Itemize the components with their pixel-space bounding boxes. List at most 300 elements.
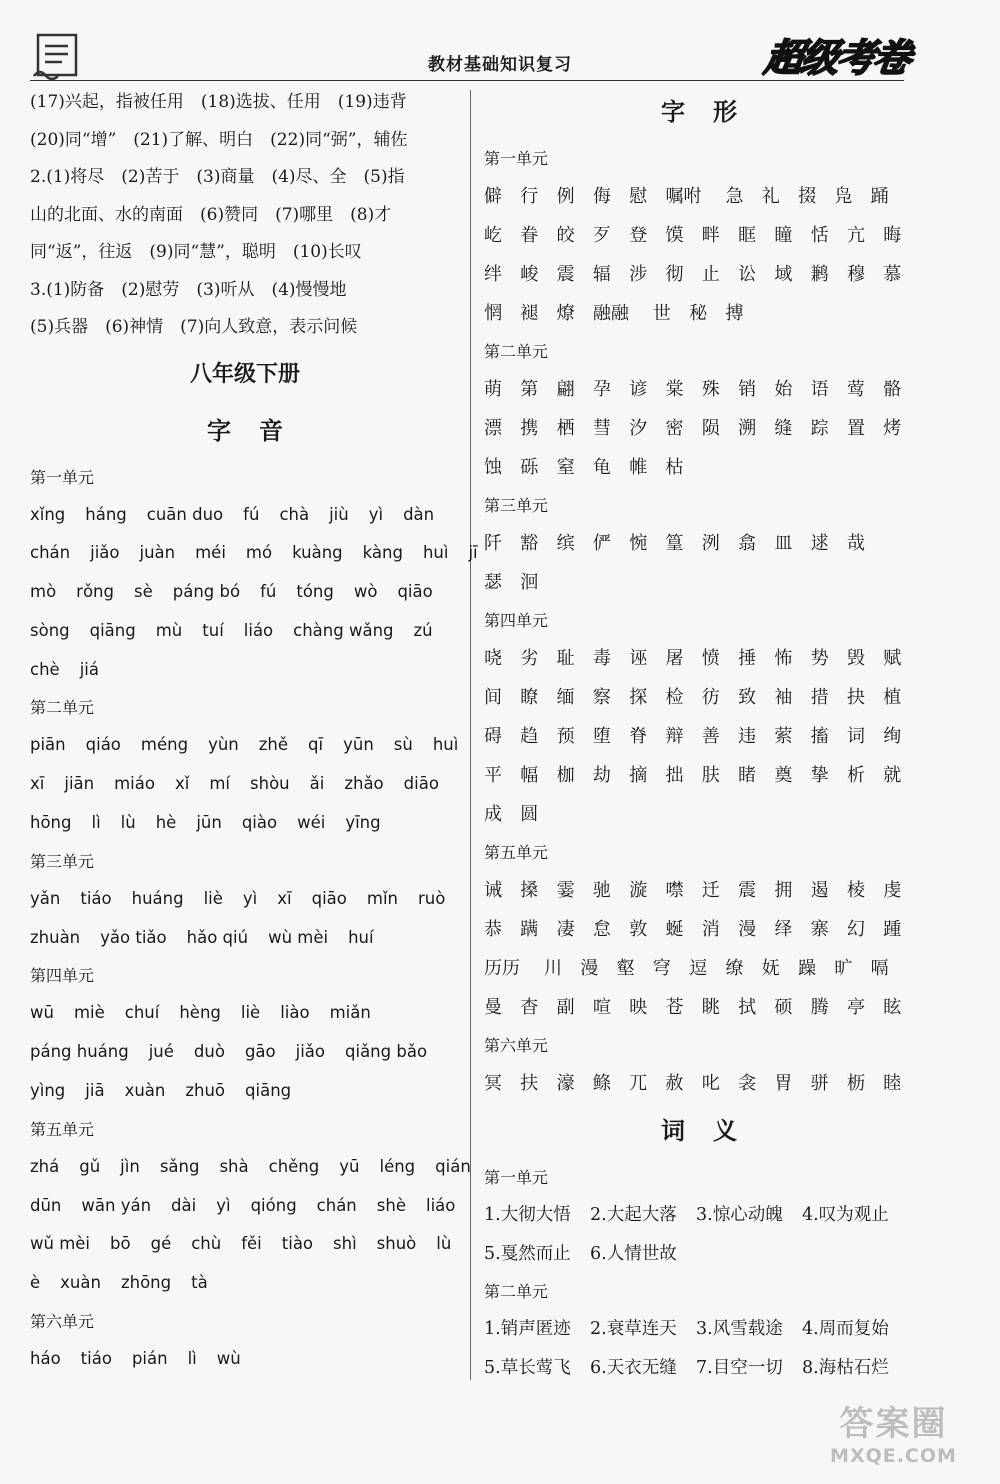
pinyin-item: miè [73, 1003, 105, 1023]
character-item: 喧 [592, 997, 611, 1018]
pinyin-row [30, 612, 460, 651]
character-item: 哉 [846, 533, 865, 554]
brand-logo: 超级考卷 [761, 36, 913, 80]
character-row [484, 988, 914, 1027]
pinyin-item: xuàn [124, 1081, 166, 1101]
character-item: 棠 [665, 379, 684, 400]
character-item: 赋 [883, 648, 902, 669]
pinyin-item: yì [368, 504, 384, 524]
unit-heading: 第四单元 [30, 966, 95, 986]
answer-line: (17)兴起，指被任用 (18)选拔、任用 (19)违背 [30, 92, 407, 112]
character-item: 迁 [701, 880, 720, 901]
pinyin-item: chàng wǎng [293, 620, 394, 640]
unit-heading: 第二单元 [484, 342, 549, 361]
character-item: 堕 [592, 726, 611, 747]
character-row [484, 678, 914, 717]
character-item: 急 [725, 186, 744, 207]
pinyin-item: sòng [30, 620, 70, 640]
pinyin-item: shè [376, 1195, 406, 1215]
character-item: 驰 [592, 880, 611, 901]
character-item: 睹 [738, 765, 757, 786]
pinyin-item: sǎng [159, 1156, 200, 1176]
character-item: 察 [592, 687, 611, 708]
pinyin-item: wān yán [81, 1195, 152, 1215]
pinyin-item: shuò [376, 1234, 417, 1254]
pinyin-item: shì [333, 1234, 357, 1254]
pinyin-item: kuàng [292, 543, 343, 563]
character-item: 势 [810, 648, 829, 669]
character-item: 遏 [810, 880, 829, 901]
character-item: 拙 [665, 765, 684, 786]
character-item: 检 [665, 687, 684, 708]
watermark-line-2: MXQE.COM [830, 1445, 957, 1467]
character-item: 历历 [484, 958, 520, 979]
pinyin-row [30, 919, 460, 958]
character-item: 漫 [738, 919, 757, 940]
character-item: 惋 [629, 533, 648, 554]
character-item: 劣 [520, 648, 539, 669]
character-item: 砾 [520, 457, 539, 478]
character-item: 枯 [665, 457, 684, 478]
pinyin-item: tuí [202, 620, 224, 640]
character-item: 绚 [883, 726, 902, 747]
character-item: 踵 [883, 919, 902, 940]
character-item: 川 [544, 958, 562, 979]
idiom-item: 4.周而复始 [802, 1319, 889, 1339]
answer-line: (20)同“增” (21)了解、明白 (22)同“弼”，辅佐 [30, 129, 408, 150]
character-item: 副 [556, 997, 575, 1018]
character-item: 洄 [520, 572, 539, 593]
character-item: 晦 [883, 225, 902, 246]
character-item: 汐 [629, 418, 648, 439]
character-item: 耻 [556, 648, 575, 669]
character-item: 析 [846, 765, 865, 786]
unit-heading: 第三单元 [484, 496, 549, 515]
character-item: 慰 [629, 186, 648, 207]
pinyin-item: huì [432, 735, 459, 755]
pinyin-item: yūn [343, 735, 374, 755]
pinyin-item: chěng [268, 1156, 320, 1176]
pinyin-item: yū [339, 1156, 360, 1176]
character-item: 脊 [629, 726, 648, 747]
unit-heading: 第一单元 [484, 1168, 549, 1187]
character-item: 搏 [725, 303, 744, 324]
character-item: 拭 [738, 997, 757, 1018]
pinyin-row [30, 1225, 460, 1264]
character-item: 馍 [665, 225, 684, 246]
pinyin-item: zhá [30, 1156, 60, 1176]
pinyin-item: shà [219, 1156, 249, 1176]
character-item: 漂 [484, 418, 502, 439]
pinyin-item: chù [191, 1234, 222, 1254]
character-item: 赦 [665, 1073, 684, 1094]
idiom-item: 2.衰草连天 [590, 1319, 677, 1339]
character-item: 第 [520, 379, 539, 400]
pinyin-item: tiáo [80, 888, 112, 908]
character-item: 濠 [556, 1073, 575, 1094]
character-item: 皿 [774, 533, 793, 554]
character-row [484, 409, 914, 448]
pinyin-item: è [30, 1273, 41, 1293]
character-item: 劫 [592, 765, 611, 786]
pinyin-item: wéi [297, 813, 326, 833]
character-item: 陨 [701, 418, 720, 439]
character-item: 虔 [883, 880, 902, 901]
character-item: 眩 [883, 997, 902, 1018]
character-item: 蚀 [484, 457, 502, 478]
character-item: 搐 [810, 726, 829, 747]
pinyin-item: huì [422, 543, 449, 563]
character-row [484, 177, 914, 216]
character-item: 秘 [689, 303, 708, 324]
character-item: 歹 [592, 225, 611, 246]
character-item: 胃 [774, 1073, 793, 1094]
character-item: 挚 [810, 765, 829, 786]
pinyin-item: piān [30, 735, 66, 755]
idiom-item: 6.人情世故 [590, 1243, 677, 1264]
character-item: 畔 [701, 225, 720, 246]
pinyin-item: léng [379, 1156, 416, 1176]
pinyin-item: liè [203, 888, 223, 908]
character-row [484, 563, 914, 602]
pinyin-item: wù mèi [268, 927, 329, 947]
pinyin-item: mò [30, 582, 57, 602]
pinyin-item: huáng [131, 888, 184, 908]
pinyin-item: pián [131, 1349, 168, 1369]
unit-heading: 第四单元 [484, 611, 549, 630]
idiom-item: 5.戛然而止 [484, 1243, 571, 1264]
idiom-row [484, 1310, 914, 1349]
pinyin-item: chán [30, 543, 71, 563]
character-item: 噤 [665, 880, 684, 901]
pinyin-row [30, 1033, 460, 1072]
pinyin-item: jiá [79, 659, 99, 679]
character-item: 奠 [774, 765, 793, 786]
character-item: 扶 [520, 1073, 539, 1094]
idiom-item: 5.草长莺飞 [484, 1357, 571, 1378]
character-item: 褪 [520, 303, 539, 324]
character-item: 瞭 [520, 687, 539, 708]
pinyin-item: qiāng [245, 1081, 292, 1101]
character-item: 凫 [834, 186, 853, 207]
unit-heading: 第五单元 [30, 1119, 95, 1139]
pinyin-row [30, 880, 460, 919]
pinyin-item: fú [243, 504, 260, 524]
character-item: 携 [520, 418, 539, 439]
character-item: 腾 [810, 997, 829, 1018]
pinyin-item: dài [171, 1195, 197, 1215]
character-item: 抉 [846, 687, 865, 708]
pinyin-item: zú [413, 620, 433, 640]
character-item: 殊 [701, 379, 720, 400]
character-item: 缤 [556, 533, 575, 554]
character-item: 幅 [520, 765, 539, 786]
character-item: 讼 [738, 264, 757, 285]
pinyin-item: liè [240, 1003, 261, 1023]
pinyin-item: páng bó [172, 582, 241, 602]
character-item: 漫 [580, 958, 599, 979]
pinyin-item: yì [242, 888, 258, 908]
pinyin-item: mó [245, 543, 273, 563]
pinyin-item: yì [216, 1195, 231, 1215]
pinyin-item: qiǎng bǎo [345, 1042, 428, 1062]
pinyin-item: lì [91, 813, 101, 833]
pinyin-item: méi [195, 543, 226, 563]
unit-heading: 第一单元 [484, 149, 549, 168]
character-item: 怖 [774, 648, 793, 669]
watermark-line-1: 答案圈 [839, 1404, 948, 1444]
character-item: 屠 [665, 648, 684, 669]
character-item: 惘 [484, 303, 502, 324]
character-row [484, 524, 914, 563]
character-item: 就 [883, 765, 902, 786]
character-item: 亭 [846, 997, 865, 1018]
character-row [484, 949, 914, 988]
character-item: 恭 [484, 919, 502, 940]
pinyin-item: mí [209, 774, 231, 794]
character-item: 怠 [592, 919, 611, 940]
right-column [484, 84, 914, 1387]
pinyin-item: dūn [30, 1195, 62, 1215]
unit-heading: 第一单元 [30, 467, 95, 487]
answer-line: (5)兵器 (6)神情 (7)向人致意，表示问候 [30, 317, 358, 337]
header-rule [30, 80, 904, 81]
pinyin-item: sè [133, 582, 153, 602]
character-item: 篁 [665, 533, 684, 554]
idiom-item: 7.目空一切 [696, 1357, 783, 1378]
character-item: 违 [738, 726, 757, 747]
character-item: 致 [738, 687, 757, 708]
pinyin-item: hǎo qiú [186, 927, 249, 947]
character-item: 袖 [774, 687, 793, 708]
answer-line: 同“返”，往返 (9)同“慧”，聪明 (10)长叹 [30, 242, 362, 262]
character-item: 瑟 [484, 572, 502, 593]
character-item: 妩 [761, 958, 780, 979]
pinyin-item: tà [191, 1273, 208, 1293]
character-item: 亢 [846, 225, 865, 246]
character-item: 硕 [774, 997, 793, 1018]
idiom-item: 8.海枯石烂 [802, 1357, 889, 1378]
character-item: 萌 [484, 379, 502, 400]
pinyin-item: cuān duo [146, 504, 224, 524]
character-item: 辐 [592, 264, 611, 285]
character-item: 皎 [556, 225, 575, 246]
character-row [484, 294, 914, 333]
character-item: 萦 [774, 726, 793, 747]
character-item: 兀 [629, 1073, 648, 1094]
character-row [484, 795, 914, 834]
pinyin-item: jiǎo [90, 543, 120, 563]
character-item: 幻 [846, 919, 865, 940]
character-row [484, 370, 914, 409]
unit-heading: 第三单元 [30, 851, 95, 871]
pinyin-item: méng [140, 735, 189, 755]
character-item: 掇 [798, 186, 817, 207]
character-item: 毁 [846, 648, 865, 669]
pinyin-item: yīng [345, 813, 381, 833]
pinyin-item: wū [30, 1003, 54, 1023]
idiom-item: 1.销声匿迹 [484, 1319, 571, 1339]
character-item: 毒 [592, 648, 611, 669]
pinyin-item: hōng [30, 813, 72, 833]
pinyin-item: páng huáng [30, 1042, 129, 1062]
character-item: 踊 [870, 186, 889, 207]
pinyin-item: tóng [296, 582, 334, 602]
pinyin-item: jìn [120, 1156, 140, 1176]
character-item: 烤 [883, 418, 902, 439]
character-item: 曼 [484, 997, 502, 1018]
character-item: 涉 [629, 264, 648, 285]
character-item: 平 [484, 765, 502, 786]
character-item: 鲦 [592, 1073, 611, 1094]
pinyin-item: lì [187, 1349, 197, 1369]
character-item: 措 [810, 687, 829, 708]
character-item: 置 [846, 418, 865, 439]
pinyin-item: shòu [250, 774, 290, 794]
character-item: 消 [701, 919, 720, 940]
pinyin-item: lù [120, 813, 136, 833]
pinyin-item: zhuō [185, 1081, 226, 1101]
character-row [484, 1064, 914, 1103]
character-item: 间 [484, 687, 502, 708]
pinyin-item: huí [348, 927, 374, 947]
section-title-word-meaning: 词义 [661, 1117, 765, 1145]
character-item: 躁 [798, 958, 817, 979]
character-item: 俨 [592, 533, 611, 554]
character-item: 销 [738, 379, 757, 400]
pinyin-item: kàng [362, 543, 403, 563]
watermark-stamp [801, 1404, 986, 1474]
character-item: 映 [629, 997, 648, 1018]
pinyin-row [30, 534, 478, 573]
pinyin-item: juàn [139, 543, 176, 563]
character-row [484, 871, 914, 910]
character-item: 蹒 [520, 919, 539, 940]
pinyin-item: bō [110, 1234, 131, 1254]
idiom-item: 3.风雪载途 [696, 1319, 783, 1339]
character-row [484, 255, 914, 294]
answer-line: 2.(1)将尽 (2)苦于 (3)商量 (4)尽、全 (5)指 [30, 167, 405, 187]
character-row [484, 639, 914, 678]
character-item: 杳 [520, 997, 539, 1018]
character-item: 燎 [556, 303, 575, 324]
pinyin-item: miǎn [329, 1003, 371, 1023]
idiom-item: 2.大起大落 [590, 1205, 677, 1225]
character-item: 叱 [701, 1073, 720, 1094]
pinyin-item: hèng [179, 1003, 221, 1023]
pinyin-item: miáo [114, 774, 155, 794]
character-item: 嘱咐 [665, 186, 702, 207]
character-item: 恬 [810, 225, 829, 246]
pinyin-item: qián [435, 1156, 471, 1176]
character-item: 缭 [725, 958, 744, 979]
pinyin-item: mù [155, 620, 183, 640]
character-item: 旷 [834, 958, 853, 979]
pinyin-row [30, 651, 460, 690]
character-item: 枥 [846, 1073, 865, 1094]
character-item: 拥 [774, 880, 793, 901]
character-item: 洌 [701, 533, 720, 554]
pinyin-item: jiù [329, 504, 349, 524]
pinyin-item: qī [308, 735, 324, 755]
pinyin-item: duò [193, 1042, 225, 1062]
pinyin-row [30, 804, 460, 843]
pinyin-row [30, 765, 460, 804]
pinyin-item: xī [277, 888, 292, 908]
character-item: 搡 [520, 880, 539, 901]
character-item: 峻 [520, 264, 539, 285]
character-item: 行 [520, 186, 539, 207]
pinyin-item: dàn [403, 504, 435, 524]
pinyin-item: xī [30, 774, 45, 794]
pinyin-item: jiǎo [295, 1042, 326, 1062]
pinyin-item: jué [148, 1042, 174, 1062]
character-item: 凄 [556, 919, 575, 940]
pinyin-item: ǎi [309, 774, 325, 794]
left-column [30, 84, 478, 1379]
pinyin-item: ruò [418, 888, 446, 908]
section-title-character-form: 字形 [661, 98, 765, 126]
character-item: 词 [846, 726, 865, 747]
pinyin-item: gé [150, 1234, 172, 1254]
pinyin-item: zhuàn [30, 927, 81, 947]
character-item: 预 [556, 726, 575, 747]
character-item: 融融 [592, 303, 629, 324]
pinyin-item: chuí [124, 1003, 160, 1023]
character-item: 屹 [484, 225, 502, 246]
idiom-row [484, 1196, 914, 1235]
pinyin-item: sù [393, 735, 413, 755]
unit-heading: 第六单元 [30, 1312, 95, 1332]
pinyin-row [30, 1264, 460, 1303]
character-item: 彗 [592, 418, 611, 439]
pinyin-item: wù [216, 1349, 241, 1369]
character-item: 愤 [701, 648, 720, 669]
character-item: 嗝 [870, 958, 889, 979]
character-item: 慕 [883, 264, 902, 285]
character-item: 莺 [846, 379, 865, 400]
character-item: 眺 [701, 997, 720, 1018]
pinyin-row [30, 496, 460, 535]
character-item: 踪 [810, 418, 829, 439]
pinyin-item: chán [316, 1195, 357, 1215]
character-item: 敦 [629, 919, 648, 940]
character-item: 穆 [846, 264, 865, 285]
pinyin-row [30, 1187, 460, 1226]
pinyin-item: qióng [250, 1195, 297, 1215]
pinyin-item: gǔ [79, 1156, 101, 1176]
character-row [484, 717, 914, 756]
pinyin-row [30, 726, 460, 765]
character-item: 例 [556, 186, 575, 207]
pinyin-item: qiāo [311, 888, 347, 908]
character-item: 登 [629, 225, 648, 246]
pinyin-item: hè [155, 813, 177, 833]
character-item: 蜒 [665, 919, 684, 940]
character-item: 缝 [774, 418, 793, 439]
pinyin-item: chà [279, 504, 310, 524]
pinyin-item: mǐn [366, 888, 399, 908]
unit-heading: 第二单元 [30, 698, 95, 718]
unit-heading: 第五单元 [484, 843, 549, 862]
pinyin-item: háo [30, 1349, 61, 1369]
pinyin-item: xǐng [30, 504, 66, 524]
character-row [484, 448, 914, 487]
character-row [484, 216, 914, 255]
character-item: 骈 [810, 1073, 829, 1094]
pinyin-row [30, 1340, 460, 1379]
pinyin-row [30, 573, 460, 612]
